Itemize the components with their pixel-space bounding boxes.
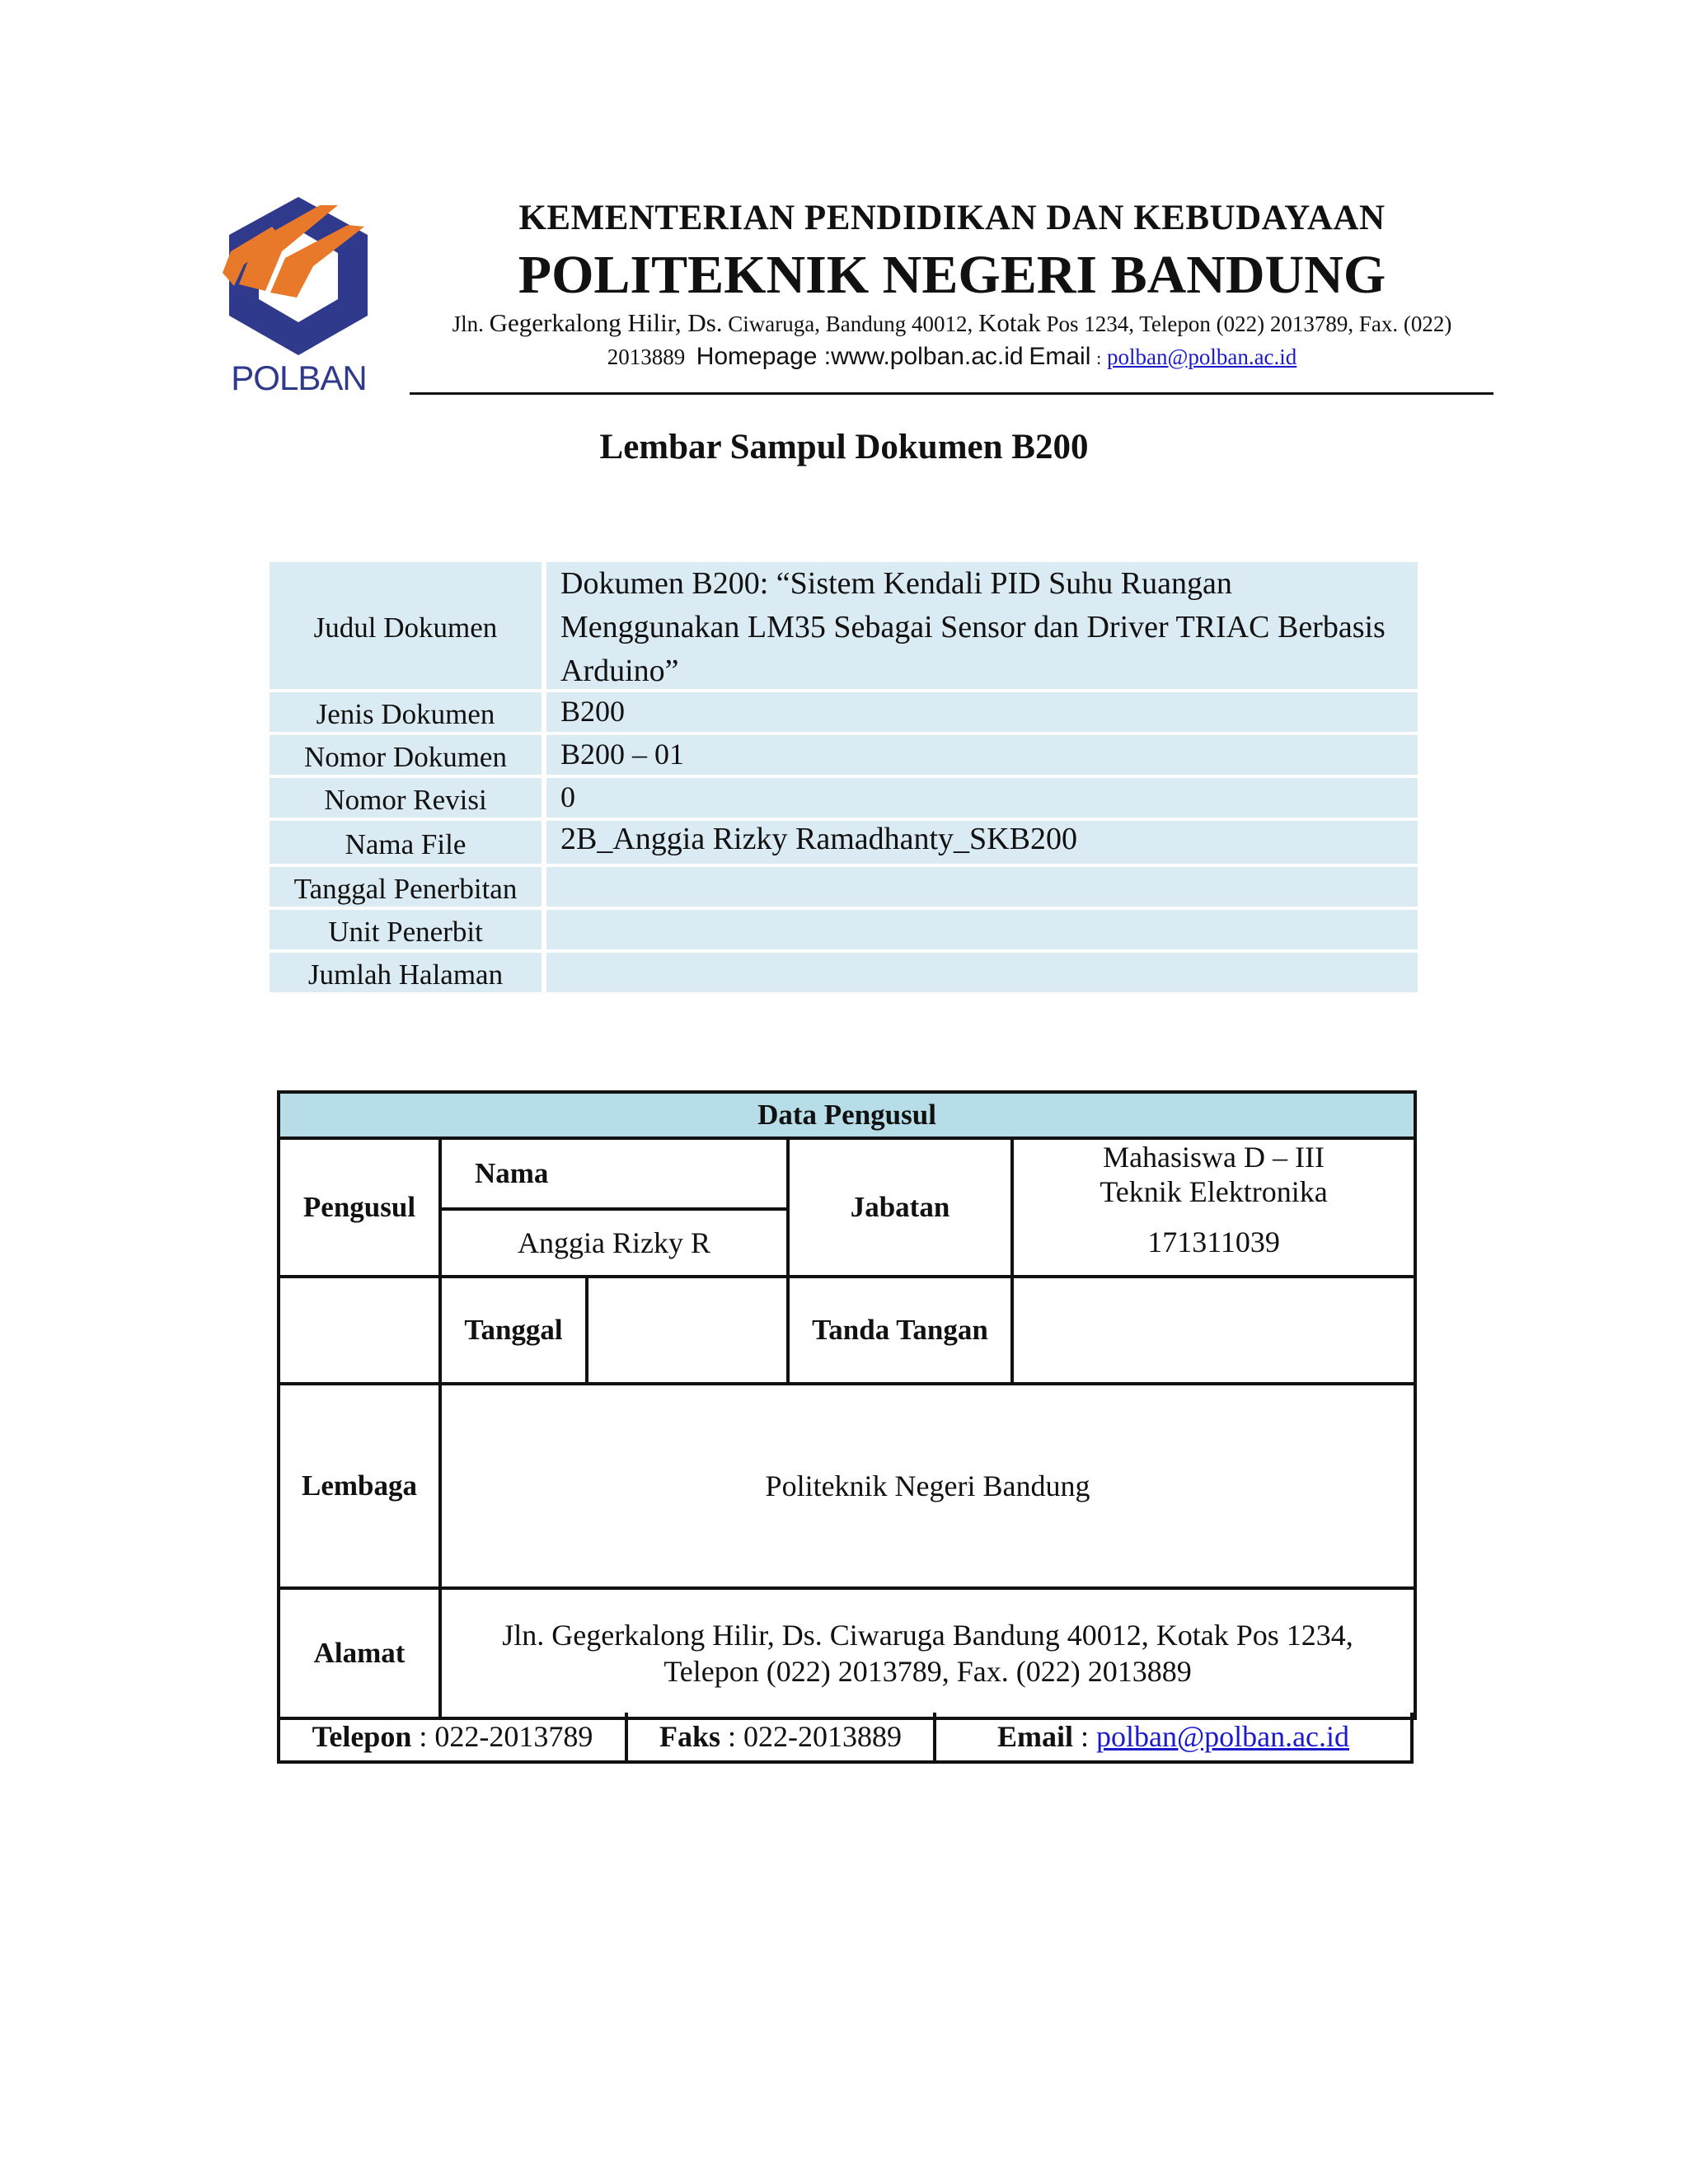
info-value: Dokumen B200: “Sistem Kendali PID Suhu Ruangan Menggunakan LM35 Sebagai Sensor dan Driver TRIAC Berbasis Arduino” — [546, 562, 1418, 689]
info-label: Jumlah Halaman — [270, 953, 542, 992]
info-row — [270, 867, 1418, 907]
document-title: Lembar Sampul Dokumen B200 — [599, 428, 1089, 466]
nama-label: Nama — [440, 1138, 788, 1209]
address-part: Gegerkalong Hilir, Ds. — [489, 308, 723, 337]
info-value — [546, 953, 1418, 992]
info-row — [270, 778, 1418, 818]
jabatan-value — [1012, 1138, 1415, 1209]
info-value: B200 – 01 — [546, 735, 1418, 775]
telepon-label: Telepon — [312, 1720, 412, 1753]
polban-emblem-icon — [223, 194, 375, 359]
alamat-line: Telepon (022) 2013789, Fax. (022) 2013889 — [663, 1655, 1192, 1688]
info-row — [270, 562, 1418, 689]
info-label: Nomor Dokumen — [270, 735, 542, 775]
info-row — [270, 821, 1418, 864]
jabatan-line: Teknik Elektronika — [1100, 1175, 1328, 1208]
info-label: Unit Penerbit — [270, 910, 542, 949]
address-part: Jln. — [452, 312, 484, 336]
info-value: B200 — [546, 692, 1418, 732]
nama-value: Anggia Rizky R — [440, 1209, 788, 1277]
tanda-tangan-value — [1012, 1277, 1415, 1384]
homepage-url[interactable]: www.polban.ac.id — [831, 343, 1024, 370]
info-label: Tanggal Penerbitan — [270, 867, 542, 907]
telepon-cell — [280, 1713, 628, 1760]
info-label: Jenis Dokumen — [270, 692, 542, 732]
info-row — [270, 953, 1418, 992]
lembaga-label: Lembaga — [279, 1384, 440, 1588]
faks-cell — [628, 1713, 936, 1760]
address-part: Pos 1234, Telepon (022) 2013789, Fax. (022) 2013889 — [607, 312, 1452, 369]
email-separator: : — [1080, 1720, 1089, 1753]
alamat-label: Alamat — [279, 1588, 440, 1718]
institution-name: POLITEKNIK NEGERI BANDUNG — [518, 245, 1386, 305]
email-separator: : — [1096, 348, 1102, 368]
faks-value: : 022-2013889 — [728, 1720, 903, 1753]
homepage-label: Homepage : — [696, 343, 832, 370]
tanda-tangan-label: Tanda Tangan — [788, 1277, 1012, 1384]
info-row — [270, 735, 1418, 775]
info-value: 2B_Anggia Rizky Ramadhanty_SKB200 — [546, 821, 1418, 864]
info-row — [270, 692, 1418, 732]
data-pengusul-header: Data Pengusul — [279, 1092, 1415, 1138]
telepon-value: : 022-2013789 — [419, 1720, 593, 1753]
info-label: Judul Dokumen — [270, 562, 542, 689]
address-part: Kotak — [978, 308, 1041, 337]
ministry-name: KEMENTERIAN PENDIDIKAN DAN KEBUDAYAAN — [518, 199, 1386, 237]
contact-row — [277, 1713, 1414, 1764]
email-cell — [936, 1713, 1410, 1760]
alamat-line: Jln. Gegerkalong Hilir, Ds. Ciwaruga Bandung 40012, Kotak Pos 1234, — [502, 1619, 1353, 1652]
email-label: Email — [1029, 343, 1091, 370]
data-pengusul-table — [277, 1090, 1417, 1720]
faks-label: Faks — [659, 1720, 721, 1753]
address-part: Ciwaruga, Bandung 40012, — [728, 312, 973, 336]
empty-cell — [279, 1277, 440, 1384]
tanggal-value — [587, 1277, 788, 1384]
pengusul-label: Pengusul — [279, 1138, 440, 1277]
jabatan-line: Mahasiswa D – III — [1103, 1141, 1325, 1174]
alamat-value — [440, 1588, 1415, 1718]
info-row — [270, 910, 1418, 949]
letterhead-address — [429, 307, 1475, 375]
jabatan-label: Jabatan — [788, 1138, 1012, 1277]
polban-logo — [223, 194, 375, 400]
nim-value: 171311039 — [1012, 1209, 1415, 1277]
letterhead-divider — [410, 392, 1493, 395]
logo-text: POLBAN — [231, 359, 367, 397]
document-info-table — [270, 562, 1418, 996]
letterhead-email-link[interactable]: polban@polban.ac.id — [1106, 344, 1297, 369]
contact-email-link[interactable]: polban@polban.ac.id — [1095, 1720, 1350, 1753]
tanggal-label: Tanggal — [440, 1277, 587, 1384]
info-label: Nama File — [270, 821, 542, 864]
info-value — [546, 867, 1418, 907]
info-label: Nomor Revisi — [270, 778, 542, 818]
info-value — [546, 910, 1418, 949]
email-label: Email — [996, 1720, 1073, 1753]
lembaga-value: Politeknik Negeri Bandung — [440, 1384, 1415, 1588]
info-value: 0 — [546, 778, 1418, 818]
